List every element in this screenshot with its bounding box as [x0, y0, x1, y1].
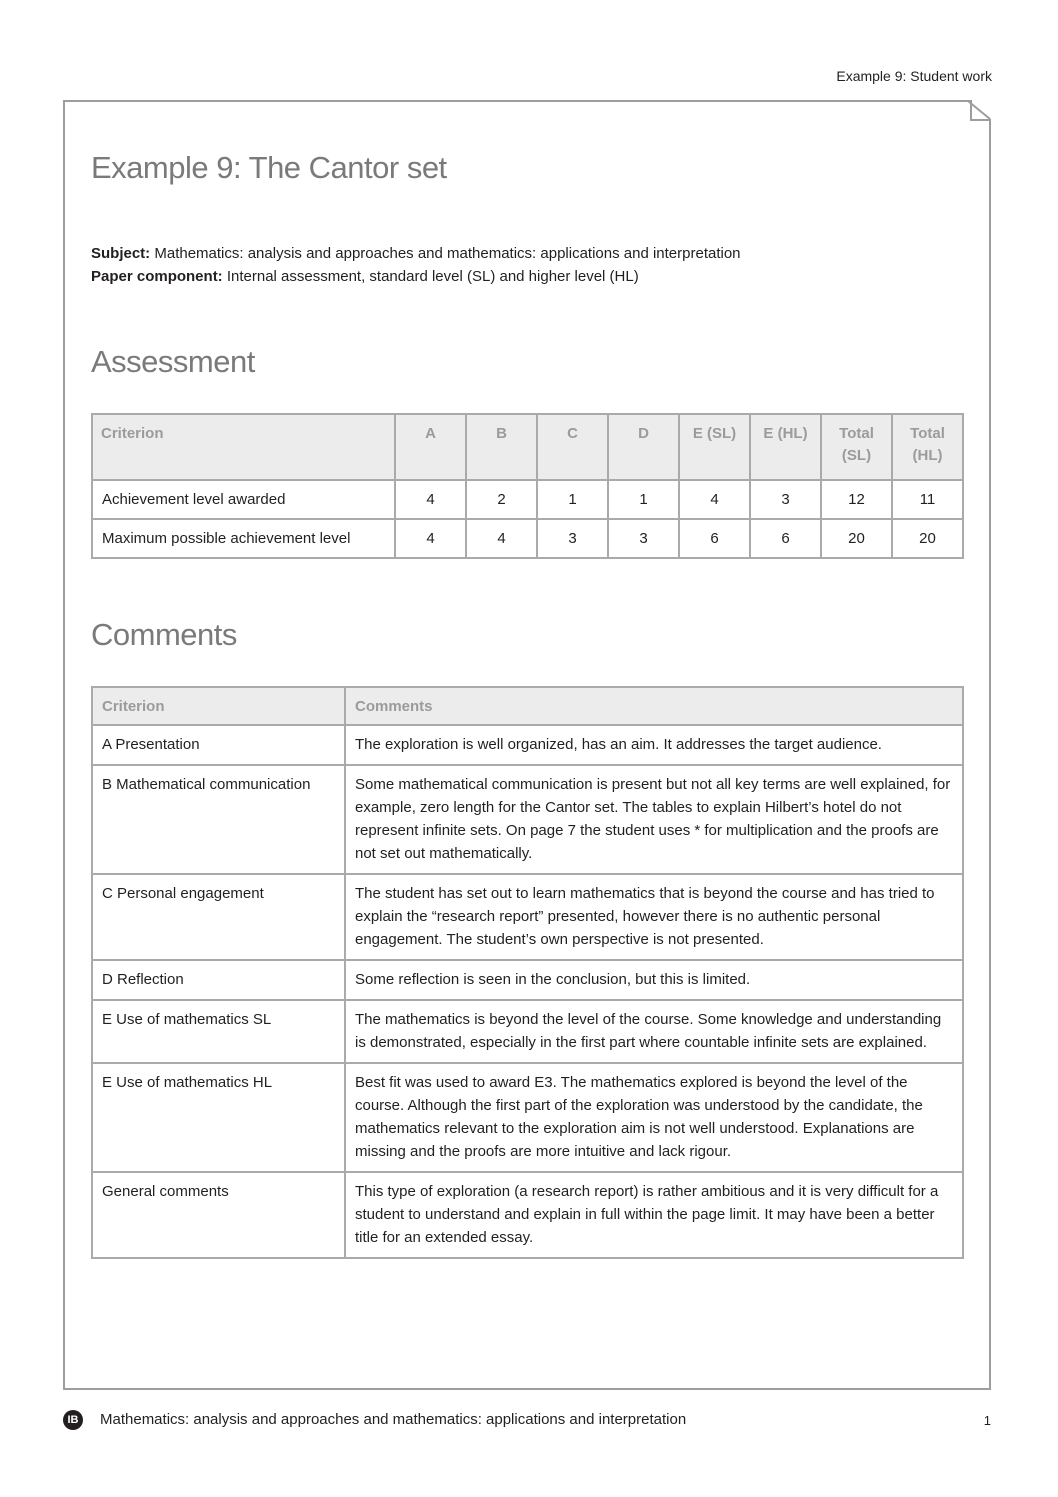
- score-cell: 4: [395, 480, 466, 519]
- assessment-header-cell: B: [466, 414, 537, 480]
- assessment-header-cell: E (SL): [679, 414, 750, 480]
- comments-heading: Comments: [91, 617, 237, 652]
- comments-header-cell: Criterion: [92, 687, 345, 725]
- criterion-cell: A Presentation: [92, 725, 345, 765]
- subject-value: Mathematics: analysis and approaches and mathematics: applications and interpretation: [150, 245, 741, 262]
- criterion-cell: E Use of mathematics HL: [92, 1063, 345, 1172]
- ib-logo-icon: IB: [63, 1410, 83, 1430]
- criterion-cell: C Personal engagement: [92, 874, 345, 960]
- comment-cell: The student has set out to learn mathematics that is beyond the course and has tried to explain the “research report” presented, however there is no authentic personal engagement. The student’s own perspective is not presented.: [345, 874, 963, 960]
- document-meta: [91, 242, 741, 288]
- assessment-header-cell: E (HL): [750, 414, 821, 480]
- comment-cell: Some mathematical communication is present but not all key terms are well explained, for example, zero length for the Cantor set. The tables to explain Hilbert’s hotel do not represent infinite sets. On page 7 the student uses * for multiplication and the proofs are not set out mathematically.: [345, 765, 963, 874]
- running-head: Example 9: Student work: [836, 68, 992, 84]
- score-cell: 3: [537, 519, 608, 558]
- score-cell: 4: [466, 519, 537, 558]
- row-label: Achievement level awarded: [92, 480, 395, 519]
- assessment-table: [91, 413, 964, 559]
- component-value: Internal assessment, standard level (SL) and higher level (HL): [222, 268, 639, 285]
- table-row: [92, 725, 963, 765]
- page-fold-icon: [967, 100, 991, 124]
- score-cell: 12: [821, 480, 892, 519]
- comment-cell: Best fit was used to award E3. The mathematics explored is beyond the level of the course. Although the first part of the exploration was understood by the candidate, the mathematics relevant to the exploration aim is not well understood. Explanations are missing and the proofs are more intuitive and lack rigour.: [345, 1063, 963, 1172]
- table-row: [92, 1063, 963, 1172]
- comment-cell: The exploration is well organized, has an aim. It addresses the target audience.: [345, 725, 963, 765]
- score-cell: 1: [537, 480, 608, 519]
- score-cell: 6: [679, 519, 750, 558]
- page-number: 1: [983, 1413, 991, 1428]
- assessment-header-cell: A: [395, 414, 466, 480]
- footer-title: Mathematics: analysis and approaches and mathematics: applications and interpretation: [100, 1411, 687, 1428]
- page-frame-right: [989, 119, 991, 1390]
- score-cell: 11: [892, 480, 963, 519]
- row-label: Maximum possible achievement level: [92, 519, 395, 558]
- table-row: [92, 480, 963, 519]
- score-cell: 20: [821, 519, 892, 558]
- assessment-header-row: [92, 414, 963, 480]
- table-row: [92, 960, 963, 1000]
- assessment-header-cell: D: [608, 414, 679, 480]
- table-row: [92, 1172, 963, 1258]
- page-title: Example 9: The Cantor set: [91, 150, 447, 185]
- subject-label: Subject:: [91, 245, 151, 262]
- assessment-heading: Assessment: [91, 344, 255, 379]
- component-line: [91, 265, 741, 288]
- criterion-cell: B Mathematical communication: [92, 765, 345, 874]
- comment-cell: The mathematics is beyond the level of the course. Some knowledge and understanding is demonstrated, especially in the first part where countable infinite sets are explained.: [345, 1000, 963, 1063]
- table-row: [92, 519, 963, 558]
- score-cell: 2: [466, 480, 537, 519]
- score-cell: 20: [892, 519, 963, 558]
- criterion-cell: D Reflection: [92, 960, 345, 1000]
- score-cell: 3: [608, 519, 679, 558]
- score-cell: 4: [679, 480, 750, 519]
- component-label: Paper component:: [91, 268, 223, 285]
- comments-header-cell: Comments: [345, 687, 963, 725]
- comments-table: [91, 686, 964, 1259]
- comment-cell: This type of exploration (a research report) is rather ambitious and it is very difficult for a student to understand and explain in full within the page limit. It may have been a better title for an extended essay.: [345, 1172, 963, 1258]
- score-cell: 3: [750, 480, 821, 519]
- assessment-header-cell: Criterion: [92, 414, 395, 480]
- criterion-cell: General comments: [92, 1172, 345, 1258]
- page-frame-top: [63, 100, 969, 102]
- score-cell: 6: [750, 519, 821, 558]
- score-cell: 1: [608, 480, 679, 519]
- table-row: [92, 1000, 963, 1063]
- assessment-header-cell: Total (HL): [892, 414, 963, 480]
- comment-cell: Some reflection is seen in the conclusion, but this is limited.: [345, 960, 963, 1000]
- assessment-header-cell: C: [537, 414, 608, 480]
- assessment-header-cell: Total (SL): [821, 414, 892, 480]
- table-row: [92, 874, 963, 960]
- score-cell: 4: [395, 519, 466, 558]
- comments-header-row: [92, 687, 963, 725]
- subject-line: [91, 242, 741, 265]
- criterion-cell: E Use of mathematics SL: [92, 1000, 345, 1063]
- table-row: [92, 765, 963, 874]
